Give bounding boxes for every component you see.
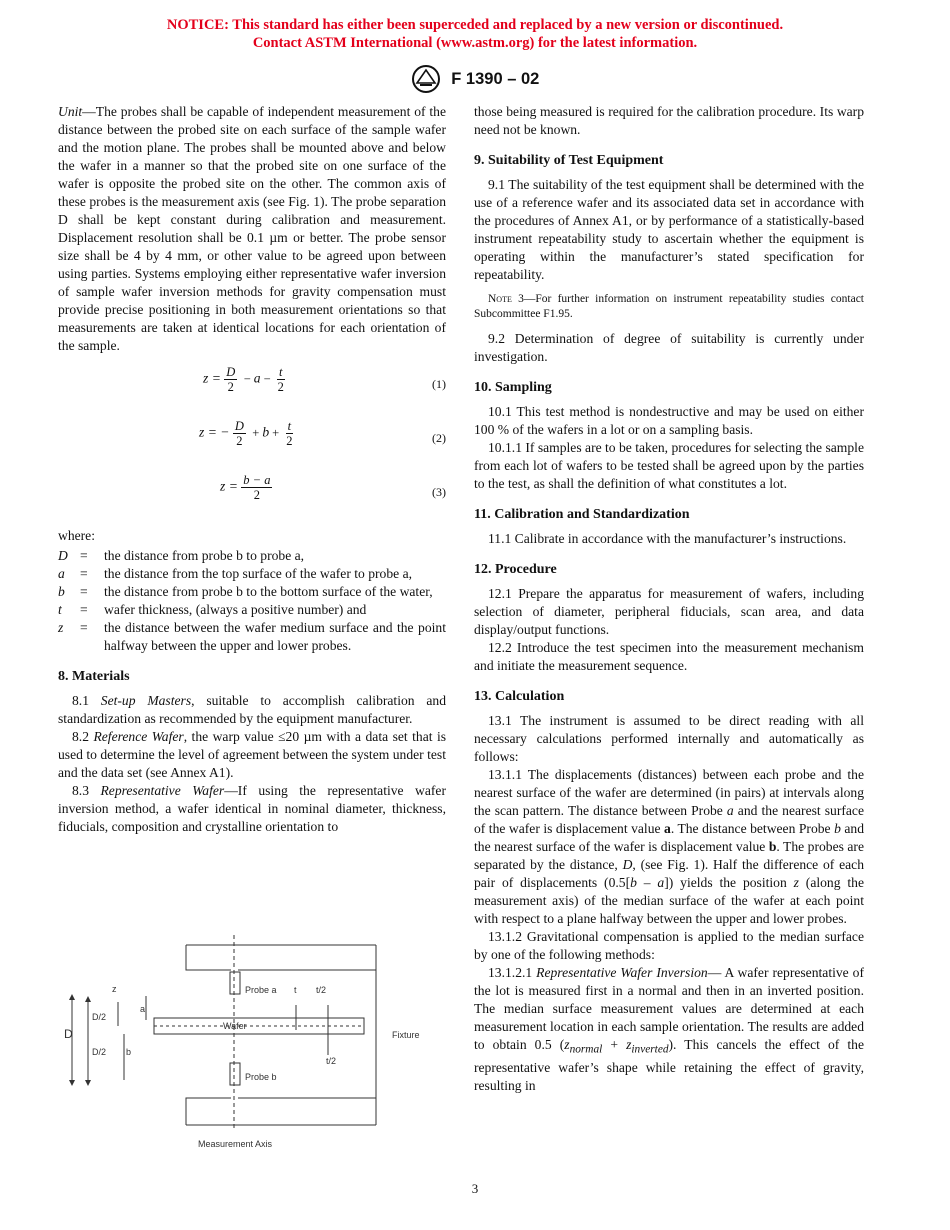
fig-label-fixture: Fixture [392,1030,420,1040]
right-column [474,103,864,1095]
eq1-frac-d [224,365,237,394]
fig-label-probe-b: Probe b [245,1072,277,1082]
section-12-title: 12. Procedure [474,562,557,577]
text-run: 13.1.2.1 [488,965,533,980]
text-run: b – a [630,875,665,890]
fig-label-d: D [64,1027,73,1041]
where-definition: the distance from probe b to probe a, [104,548,305,563]
eq3-frac [241,473,272,502]
where-equals: = [80,548,88,563]
where-list [58,547,446,655]
text-run: + [602,1037,627,1052]
frac-den: 2 [277,380,284,394]
eq2-frac-t [286,419,293,448]
frac-num: b − a [243,473,271,487]
para-num: 8.1 [72,693,89,708]
where-equals: = [80,620,88,635]
fig-label-probe-a: Probe a [245,985,277,995]
para-13-1-2-1 [474,964,864,1095]
where-row-D [58,547,446,565]
eq2-frac-d [233,419,246,448]
section-9-title: 9. Suitability of Test Equipment [474,153,664,168]
para-term: Reference Wafer [93,729,184,744]
para-11-1: 11.1 Calibrate in accordance with the manufacturer’s instructions. [488,531,847,546]
op: − [263,371,271,386]
notice-line-2: Contact ASTM International (www.astm.org) for the latest information. [252,35,698,51]
where-row-z [58,619,446,655]
upper-fixture [186,945,376,970]
note-label: Note 3 [488,293,524,305]
eq3-lhs: z = [220,478,238,494]
probe-a-shape [230,972,240,994]
text-run: (along the measurement axis) of the median surface of the wafer at each point with respect to a plane halfway between the upper and lower probes. [474,875,864,926]
unit-text: —The probes shall be capable of independent measurement of the distance between the probed site on each surface of the sample wafer and the motion plane. The probes shall be mounted above and below the wafer in a manner so that the probed site on one surface of the wafer is opposite the probed site on the other. The common axis of these probes is the measurement axis (see Fig. 1). The probe separation D shall be kept constant during calibration and measurement. Displacement resolution shall be 0.1 µm or better. The probe sensor size shall be 4 by 4 mm, or other value to be agreed upon between using parties. Systems employing either representative wafer inversion of sample wafer inversion methods for gravity compensation must provide precise positioning in both measurement orientations so that measurements are taken at identical locations for each orientation of the sample. [58,104,446,353]
para-9-1: 9.1 The suitability of the test equipment shall be determined with the use of a reference wafer and its associated data set in accordance with the procedures of Annex A1, or by performance of a statistically-based instrument repeatability study to ascertain whether the equipment is operating within the manufacturer’s stated specification for repeatability. [474,177,864,282]
text-run: ). This cancels the effect of the representative wafer’s shape while retaining the effect of gravity, resulting in [474,1037,864,1093]
equation-1 [58,365,446,401]
para-9-2: 9.2 Determination of degree of suitability is currently under investigation. [474,331,864,364]
para-8-1 [58,692,446,728]
op: + [272,425,280,440]
para-13-1-2: 13.1.2 Gravitational compensation is applied to the median surface by one of the following methods: [474,929,864,962]
where-symbol: D [58,548,68,563]
para-10-1-1: 10.1.1 If samples are to be taken, procedures for selecting the sample from each lot of wafers to be tested shall be agreed upon by the parties to the test, as shall the definition of what constitutes a lot. [474,440,864,491]
para-text: , the warp value ≤20 µm with a data set that is used to determine the level of agreement between the system under test and the data set (see Annex A1). [58,729,447,780]
text-run: inverted [631,1043,669,1056]
eq1-lhs: z = [203,370,221,386]
where-row-b [58,583,446,601]
eq1-number: (1) [432,377,446,391]
left-column [58,103,446,836]
section-13-title: 13. Calculation [474,689,565,704]
where-symbol: z [58,620,64,635]
where-label: where: [58,528,95,543]
para-10-1: 10.1 This test method is nondestructive and may be used on either 100 % of the wafers in a lot or on a sampling basis. [474,404,864,437]
para-8-2 [58,728,446,782]
where-row-t [58,601,446,619]
where-symbol: t [58,602,62,617]
para-12-1: 12.1 Prepare the apparatus for measurement of wafers, including selection of diameter, peripheral fiducials, scan area, and data display/output functions. [474,586,864,637]
section-8-title: 8. Materials [58,669,130,684]
para-term: Set-up Masters [100,693,192,708]
notice-banner [0,16,950,52]
para-text: , suitable to accomplish calibration and standardization as recommended by the equipment manufacturer. [58,693,446,726]
where-definition: the distance between the wafer medium surface and the point halfway between the upper and lower probes. [104,620,446,653]
text-run: normal [569,1043,603,1056]
frac-den: 2 [227,380,234,394]
op: − [243,371,251,386]
arrow [69,994,75,1000]
frac-num: D [226,365,236,379]
frac-num: t [279,365,283,379]
frac-den: 2 [236,434,243,448]
note-text: —For further information on instrument repeatability studies contact Subcommittee F1.95. [474,293,864,320]
frac-num: t [287,419,292,433]
para-13-1-1 [474,766,864,928]
text-run: 13.1.1 The displacements (distances) between each probe and the nearest surface of the wafer are determined (in pairs) at intervals along the scan pattern. The distance between Probe [474,767,864,818]
unit-paragraph [58,103,446,355]
text-run: . The probes are separated by the distance, [474,839,864,872]
var: a [253,370,261,386]
text-run: Representative Wafer Inversion [536,965,708,980]
fig-label-d2-bot: D/2 [92,1047,107,1057]
para-num: 8.3 [72,783,89,798]
probe-b-shape [230,1063,240,1085]
where-symbol: b [58,584,65,599]
frac-den: 2 [253,488,260,502]
para-12-2: 12.2 Introduce the test specimen into the measurement mechanism and initiate the measurement sequence. [474,640,864,673]
section-11-title: 11. Calibration and Standardization [474,507,690,522]
text-run: . The distance between Probe [670,821,835,836]
fig-label-t2-top: t/2 [316,985,327,995]
fig-label-z: z [112,984,117,994]
text-run: b [834,821,841,836]
figure-1-diagram [56,930,436,1155]
continued-paragraph: those being measured is required for the calibration procedure. Its warp need not be known. [474,104,864,137]
para-num: 8.2 [72,729,89,744]
eq3-number: (3) [432,485,446,499]
where-definition: the distance from probe b to the bottom surface of the water, [104,584,433,599]
para-text: —If using the representative wafer inversion method, a wafer identical in nominal diameter, thickness, fiducials, composition and crystalline orientation to [58,783,446,834]
frac-den: 2 [286,434,293,448]
op: + [252,425,260,440]
lower-fixture [186,1098,376,1125]
text-run: ]) yields the position [664,875,794,890]
para-13-1: 13.1 The instrument is assumed to be direct reading with all necessary calculations performed internally and automatically as follows: [474,713,864,764]
text-run: a [664,821,671,836]
frac-num: D [234,419,244,433]
eq2-lhs: z = − [199,424,230,440]
astm-logo-icon [411,64,441,94]
para-8-3 [58,782,446,836]
where-equals: = [80,602,88,617]
text-run: , (see Fig. 1). Half the difference of each pair of displacements (0.5[ [474,857,864,890]
text-run: z [793,875,799,890]
designation-text: F 1390 – 02 [451,70,540,88]
fig-label-wafer: Wafer [223,1021,247,1031]
section-10-title: 10. Sampling [474,380,552,395]
equation-3 [58,473,446,509]
arrow [69,1080,75,1086]
fig-label-t: t [294,985,297,995]
where-symbol: a [58,566,65,581]
text-run: — A wafer representative of the lot is measured first in a normal and then in an inverted position. The median surface measurement values are determined at each measurement location in each sample orientation. The results are added to obtain 0.5 ( [474,965,864,1052]
var: b [262,424,270,440]
text-run: D [622,857,633,872]
standard-designation [0,64,950,94]
equation-2 [58,419,446,455]
where-definition: wafer thickness, (always a positive number) and [104,602,367,617]
text-run: a [726,803,734,818]
where-equals: = [80,584,88,599]
text-run: z [626,1037,632,1052]
text-run: and the nearest surface of the wafer is displacement value [474,803,864,836]
text-run: and the nearest surface of the wafer is displacement value [474,821,864,854]
fig-label-d2-top: D/2 [92,1012,107,1022]
text-run: b [768,839,777,854]
page-number: 3 [471,1181,479,1196]
fig-label-t2-bot: t/2 [326,1056,337,1066]
note-3 [474,292,864,322]
eq2-number: (2) [432,431,446,445]
text-run: z [564,1037,570,1052]
notice-line-1: NOTICE: This standard has either been superceded and replaced by a new version or discontinued. [166,17,784,33]
where-definition: the distance from the top surface of the wafer to probe a, [104,566,412,581]
unit-term: Unit [58,104,83,119]
where-equals: = [80,566,88,581]
arrow [85,1080,91,1086]
eq1-frac-t [277,365,284,394]
para-term: Representative Wafer [100,783,225,798]
arrow [85,996,91,1002]
fig-label-measurement-axis: Measurement Axis [198,1139,273,1149]
fig-label-b: b [126,1047,132,1057]
fig-label-a: a [140,1004,146,1014]
where-row-a [58,565,446,583]
